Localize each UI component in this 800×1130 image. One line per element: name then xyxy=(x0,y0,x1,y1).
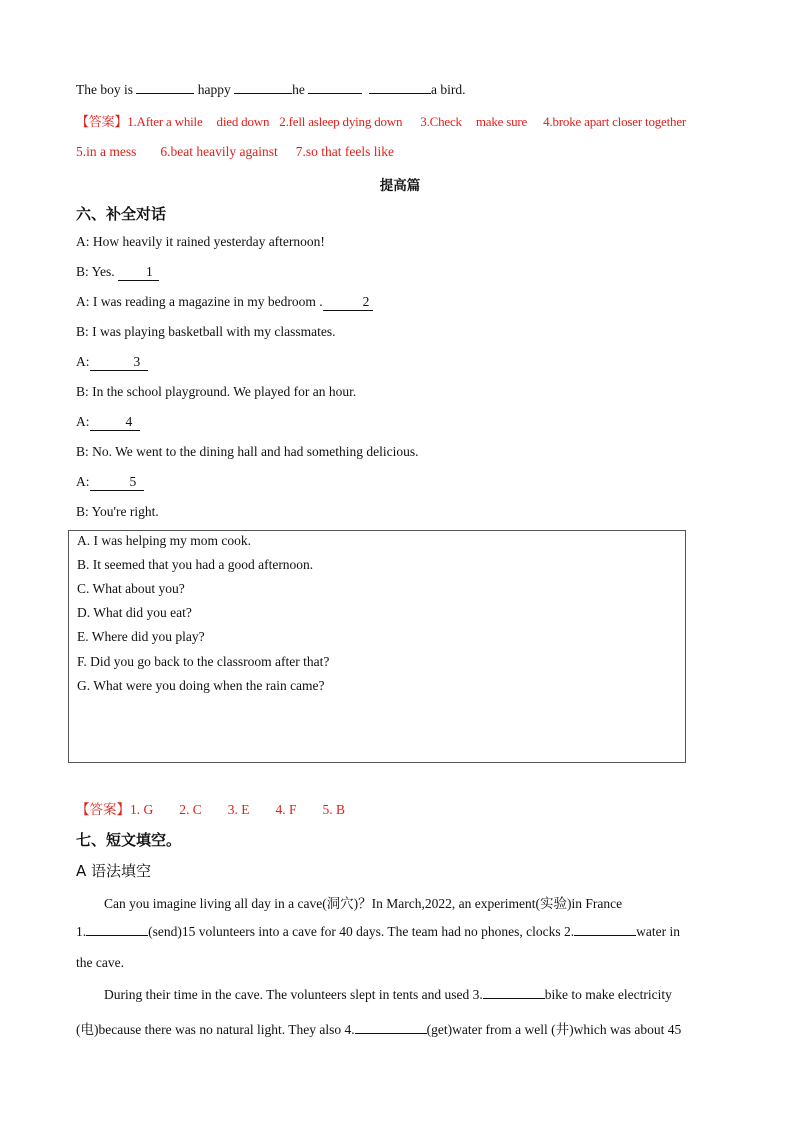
option: A. I was helping my mom cook. xyxy=(77,533,251,548)
dialog-text: I was playing basketball with my classmates. xyxy=(92,324,336,339)
option: D. What did you eat? xyxy=(77,605,192,620)
answer-item: 5. B xyxy=(322,802,346,817)
answer-label: 【答案】 xyxy=(76,802,130,818)
answer-item: 3.Check xyxy=(420,114,462,129)
answer-item: 2.fell asleep dying down xyxy=(279,114,403,129)
dialog-line xyxy=(76,324,335,340)
answer-label: 【答案】 xyxy=(76,115,128,130)
dialog-blank[interactable]: 2 xyxy=(323,294,374,311)
blank[interactable] xyxy=(369,80,431,94)
option: C. What about you? xyxy=(77,581,185,596)
passage-line: During their time in the cave. The volunteers slept in tents and used 3. bike to make electricity xyxy=(104,987,672,1002)
answer-item: 6.beat heavily against xyxy=(160,144,278,159)
option: E. Where did you play? xyxy=(77,629,205,644)
blank-2[interactable] xyxy=(574,922,636,936)
section-title: 提高篇 xyxy=(379,178,421,194)
answer-item: 4. F xyxy=(275,802,297,817)
speaker: B: xyxy=(76,324,93,339)
answer-item: 1. G xyxy=(130,802,154,817)
dialog-line xyxy=(76,444,419,460)
dialog-line xyxy=(76,414,140,431)
sentence-part-4: a bird. xyxy=(431,82,466,97)
dialog-blank[interactable]: 3 xyxy=(90,354,149,371)
answer-item: 4.broke apart closer together xyxy=(543,114,687,129)
answer-line-section6 xyxy=(76,798,371,818)
speaker: A: xyxy=(76,294,93,309)
dialog-text: I was reading a magazine in my bedroom . xyxy=(92,294,323,309)
speaker: A: xyxy=(76,234,93,249)
section-6-heading: 六、补全对话 xyxy=(76,205,167,223)
blank-3[interactable] xyxy=(483,985,545,999)
blank[interactable] xyxy=(136,80,194,94)
passage-line: 1. (send)15 volunteers into a cave for 40 days. The team had no phones, clocks 2. water in xyxy=(76,924,680,939)
speaker: A: xyxy=(76,414,90,429)
blank-1[interactable] xyxy=(86,922,148,936)
sentence-7 xyxy=(76,80,466,98)
option: F. Did you go back to the classroom after that? xyxy=(77,654,330,669)
dialog-text: In the school playground. We played for an hour. xyxy=(92,384,357,399)
dialog-line xyxy=(76,294,373,311)
answer-line-2 xyxy=(76,144,394,160)
speaker: B: xyxy=(76,264,92,279)
passage-line: Can you imagine living all day in a cave(洞穴)？In March,2022, an experiment(实验)in France xyxy=(104,896,623,911)
sentence-part-2: happy xyxy=(194,82,235,97)
dialog-blank[interactable]: 4 xyxy=(90,414,141,431)
answer-item: 3. E xyxy=(227,802,250,817)
dialog-blank[interactable]: 1 xyxy=(118,264,159,281)
blank-4[interactable] xyxy=(355,1020,427,1034)
dialog-line xyxy=(76,384,356,400)
section-7-heading: 七、短文填空。 xyxy=(76,831,182,849)
dialog-text: No. We went to the dining hall and had something delicious. xyxy=(92,444,419,459)
blank[interactable] xyxy=(234,80,292,94)
speaker: B: xyxy=(76,444,93,459)
dialog-text: Yes. xyxy=(91,264,119,279)
speaker: B: xyxy=(76,504,92,519)
answer-item: 2. C xyxy=(179,802,202,817)
dialog-line xyxy=(76,264,159,281)
answer-item: 1.After a while xyxy=(127,114,203,129)
dialog-line xyxy=(76,474,144,491)
dialog-line xyxy=(76,234,325,250)
answer-item: 5.in a mess xyxy=(76,144,137,159)
subsection-heading: A 语法填空 xyxy=(76,862,152,880)
speaker: A: xyxy=(76,354,90,369)
answer-item: died down xyxy=(216,114,270,129)
option: G. What were you doing when the rain came? xyxy=(77,678,325,693)
options-box xyxy=(68,530,686,763)
dialog-text: You're right. xyxy=(91,504,159,519)
sentence-part-3: he xyxy=(292,82,309,97)
passage-line: the cave. xyxy=(76,955,124,970)
dialog-blank[interactable]: 5 xyxy=(90,474,145,491)
speaker: A: xyxy=(76,474,90,489)
option: B. It seemed that you had a good afternoon. xyxy=(77,557,314,572)
passage-line: (电)because there was no natural light. They also 4. (get)water from a well (井)which was about 45 xyxy=(76,1022,682,1037)
answer-item: make sure xyxy=(475,114,528,129)
dialog-line xyxy=(76,504,159,520)
blank[interactable] xyxy=(308,80,362,94)
answer-line-1 xyxy=(76,111,686,130)
sentence-part-1: The boy is xyxy=(76,82,137,97)
dialog-line xyxy=(76,354,148,371)
speaker: B: xyxy=(76,384,93,399)
answer-item: 7.so that feels like xyxy=(295,144,394,159)
dialog-text: How heavily it rained yesterday afternoon! xyxy=(92,234,325,249)
